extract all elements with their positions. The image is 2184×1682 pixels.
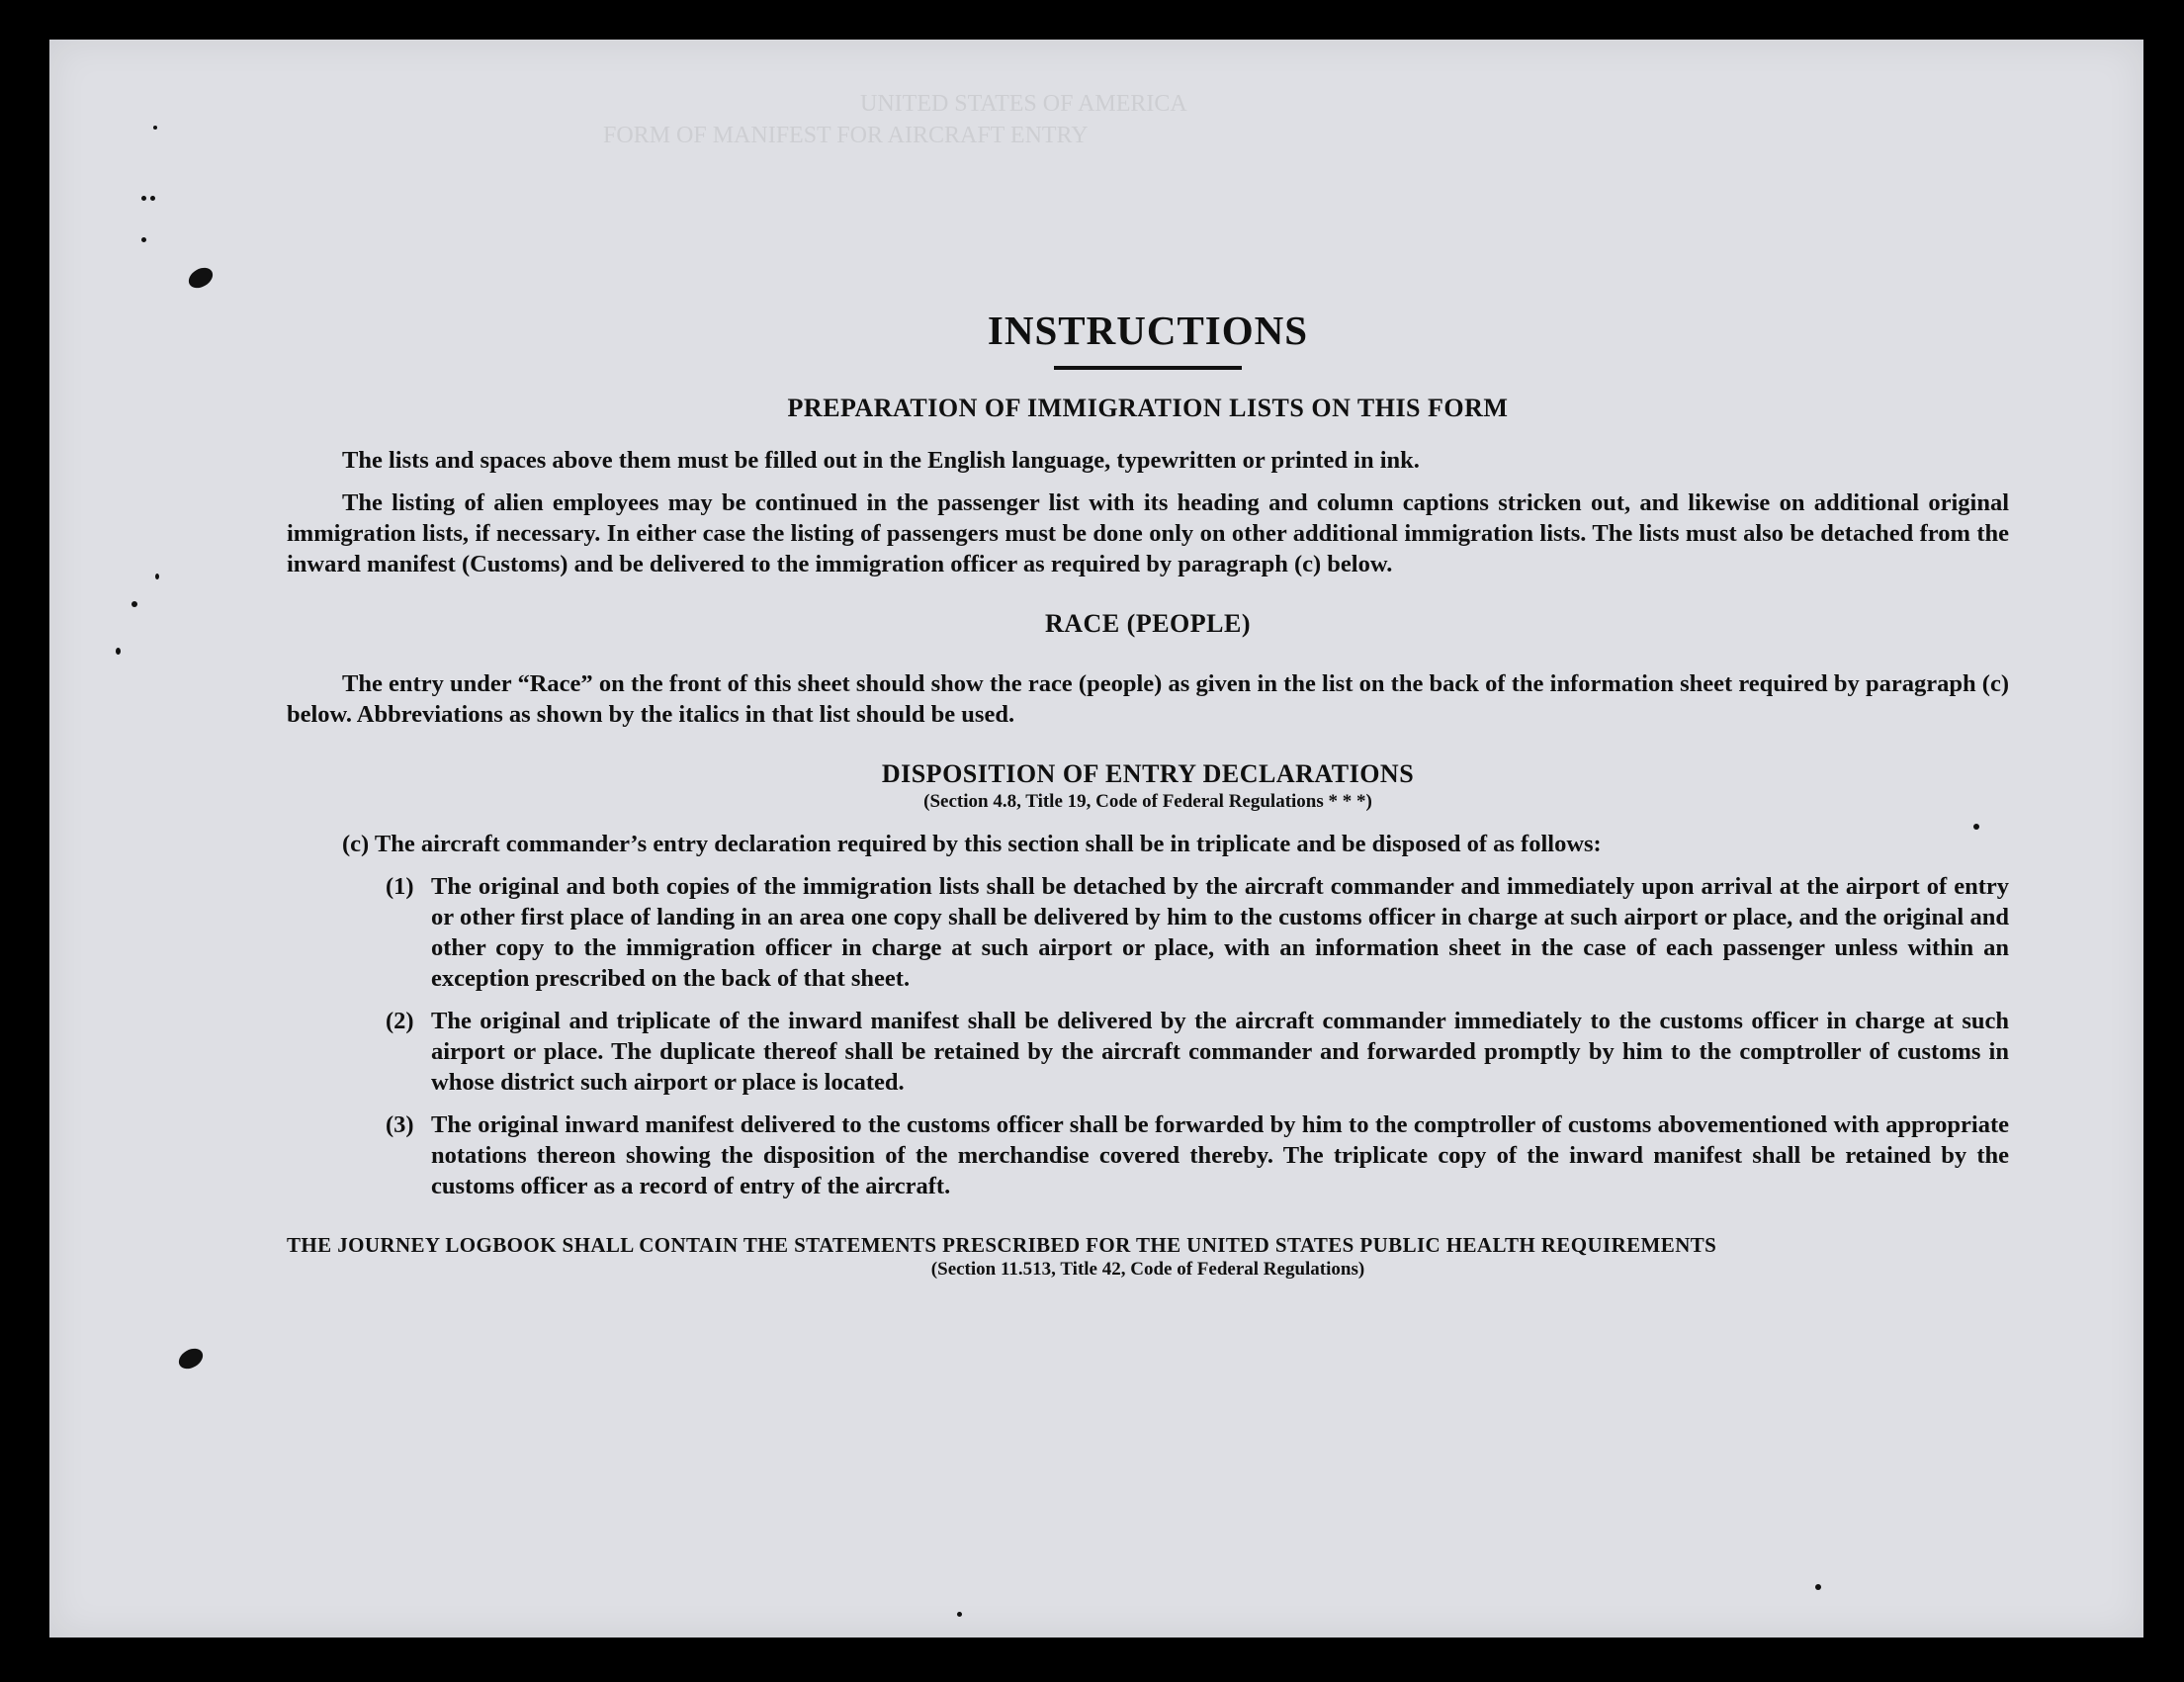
race-heading: RACE (PEOPLE) — [1045, 609, 1251, 638]
dust-speck — [1815, 1584, 1821, 1590]
item-number: (1) — [386, 873, 414, 900]
dust-speck — [131, 601, 137, 607]
document-title: INSTRUCTIONS — [987, 308, 1309, 353]
item-text: The original inward manifest delivered to the customs officer shall be forwarded by him to the comptroller of customs abovementioned with appropriate notations thereon showing the disposition of the merchandise covered thereby. The triplicate copy of the inward manifest shall be retained by the customs officer as a record of entry of the aircraft. — [431, 1111, 2009, 1199]
preparation-paragraph: The lists and spaces above them must be filled out in the English language, typewritten or printed in ink. — [342, 447, 1420, 474]
title-underline — [1054, 366, 1242, 370]
dust-speck — [155, 574, 159, 579]
health-requirements-citation: (Section 11.513, Title 42, Code of Federal Regulations) — [930, 1259, 1365, 1280]
item-number: (2) — [386, 1008, 414, 1034]
disposition-item — [386, 1109, 2009, 1201]
preparation-paragraph: The listing of alien employees may be continued in the passenger list with its heading and column captions stricken out, and likewise on additional original immigration lists, if necessary. In either case the listing of passengers must be done only on other additional immigration lists. The lists must also be detached from the inward manifest (Customs) and be delivered to the immigration officer as required by paragraph (c) below. — [287, 489, 2009, 577]
bleed-through-text: UNITED STATES OF AMERICA — [860, 91, 1187, 117]
preparation-heading: PREPARATION OF IMMIGRATION LISTS ON THIS FORM — [787, 394, 1509, 422]
health-requirements-statement: THE JOURNEY LOGBOOK SHALL CONTAIN THE STATEMENTS PRESCRIBED FOR THE UNITED STATES PUBLIC HEALTH REQUIREMENTS — [287, 1233, 1717, 1257]
disposition-heading: DISPOSITION OF ENTRY DECLARATIONS — [881, 759, 1415, 788]
disposition-intro: (c) The aircraft commander’s entry declaration required by this section shall be in triplicate and be disposed of as follows: — [342, 831, 1602, 857]
instructions-content — [287, 307, 2009, 1281]
race-paragraph: The entry under “Race” on the front of this sheet should show the race (people) as given in the list on the back of the information sheet required by paragraph (c) below. Abbreviations as shown by the italics in that list should be used. — [287, 670, 2009, 728]
disposition-citation: (Section 4.8, Title 19, Code of Federal Regulations * * *) — [923, 791, 1372, 812]
dust-speck — [153, 126, 157, 130]
ink-blot-artifact — [185, 264, 217, 293]
dust-speck — [141, 196, 146, 201]
paper-sheet — [49, 40, 2143, 1638]
item-text: The original and triplicate of the inward manifest shall be delivered by the aircraft commander immediately to the customs officer in charge at such airport or place. The duplicate thereof shall be retained by the aircraft commander and forwarded promptly by him to the comptroller of customs in whose district such airport or place is located. — [431, 1008, 2009, 1096]
dust-speck — [150, 196, 155, 201]
bleed-through-text: FORM OF MANIFEST FOR AIRCRAFT ENTRY — [603, 123, 1089, 148]
dust-speck — [141, 237, 146, 242]
ink-blot-artifact — [175, 1345, 207, 1373]
disposition-item — [386, 1006, 2009, 1098]
item-text: The original and both copies of the immigration lists shall be detached by the aircraft commander and immediately upon arrival at the airport of entry or other first place of landing in an area one copy shall be delivered by him to the customs officer in charge at such airport or place, and the original and other copy to the immigration officer in charge at such airport or place, with an information sheet in the case of each passenger unless within an exception prescribed on the back of that sheet. — [431, 873, 2009, 992]
item-number: (3) — [386, 1111, 414, 1138]
dust-speck — [957, 1612, 962, 1617]
dust-speck — [116, 648, 121, 655]
disposition-item — [386, 871, 2009, 994]
